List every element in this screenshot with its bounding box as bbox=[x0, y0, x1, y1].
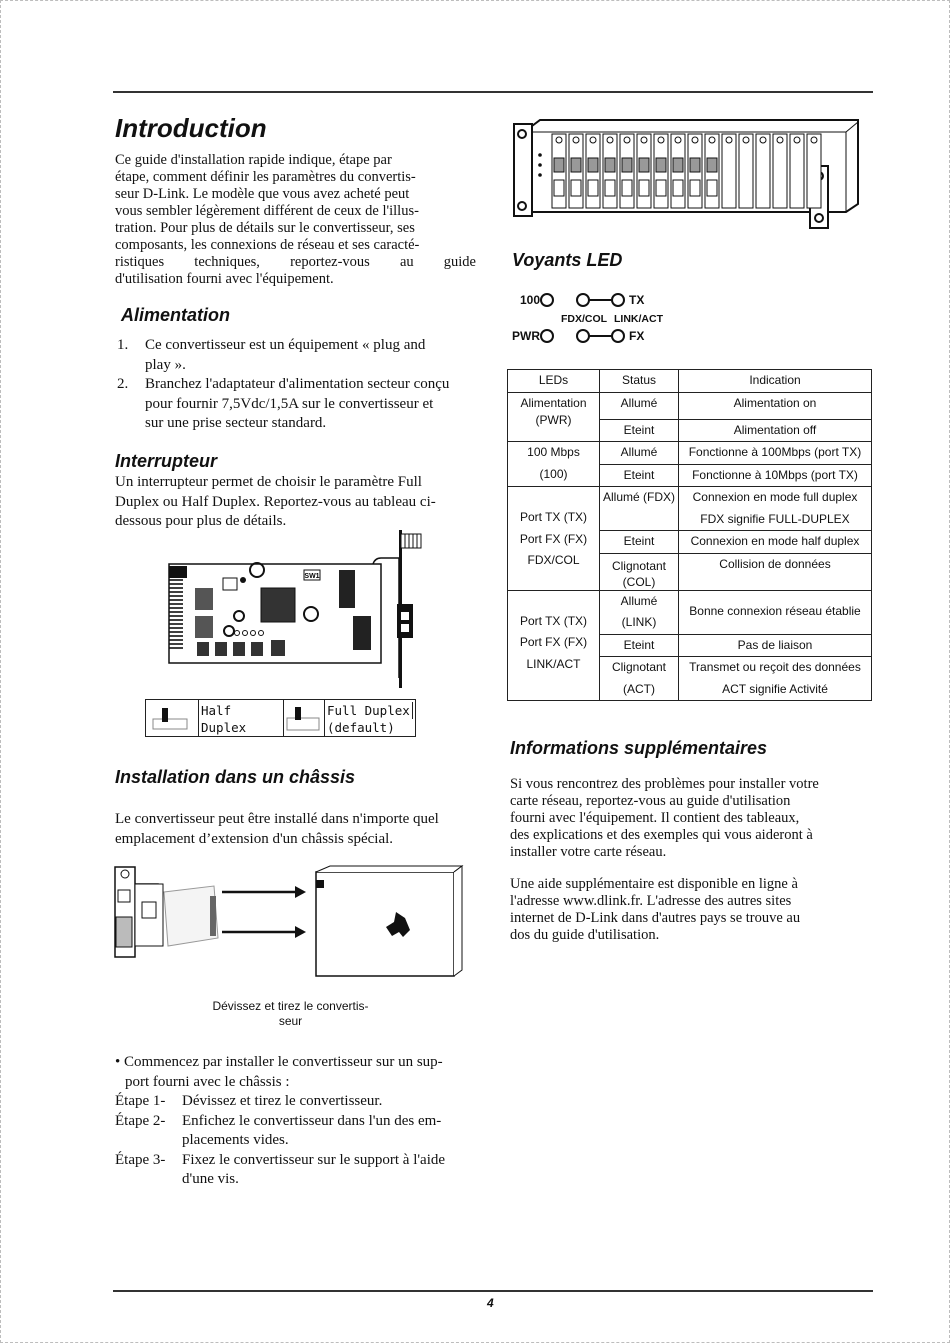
bottom-rule bbox=[113, 1290, 873, 1292]
slot-port bbox=[588, 180, 598, 196]
text-line: installer votre carte réseau. bbox=[510, 844, 667, 860]
rack-slot bbox=[739, 134, 753, 208]
half-duplex-label: Half Duplex bbox=[199, 700, 284, 736]
default-text: (default) bbox=[327, 720, 395, 735]
table-row bbox=[508, 392, 872, 419]
top-rule bbox=[113, 91, 873, 93]
led-fdxcol-tx-icon bbox=[577, 294, 589, 306]
chassis-install-illustration bbox=[110, 862, 470, 992]
text-line: tration. Pour plus de détails sur le convertisseur, ses bbox=[115, 220, 415, 236]
indication-cell bbox=[679, 531, 872, 554]
led-label-fx: FX bbox=[629, 329, 645, 343]
text-line: Port TX (TX) bbox=[519, 510, 588, 524]
text-line: LINK/ACT bbox=[526, 656, 581, 671]
insert-arrow bbox=[222, 892, 295, 932]
rack-hole bbox=[815, 214, 823, 222]
card-bracket bbox=[135, 884, 163, 946]
slot-port bbox=[622, 158, 632, 172]
text-line: Si vous rencontrez des problèmes pour installer votre bbox=[510, 776, 819, 792]
text-line: seur bbox=[278, 1014, 303, 1028]
text-line: pour fournir 7,5Vdc/1,5A sur le convertisseur et bbox=[145, 395, 434, 412]
rack-slot bbox=[773, 134, 787, 208]
text-line: Port TX (TX) bbox=[519, 613, 588, 628]
infos-paragraph-2 bbox=[510, 876, 872, 944]
slot-screw bbox=[692, 137, 698, 143]
switch-up-icon bbox=[284, 700, 324, 736]
slot-port bbox=[690, 158, 700, 172]
chip bbox=[215, 642, 227, 656]
text-line: Port FX (FX) bbox=[519, 531, 588, 546]
slot-port bbox=[656, 158, 666, 172]
text-line: placements vides. bbox=[182, 1132, 289, 1148]
arrow-head bbox=[295, 926, 306, 938]
sc-port-hole bbox=[401, 624, 409, 632]
status-cell bbox=[600, 487, 679, 531]
step-item bbox=[115, 1151, 475, 1190]
led-name-cell bbox=[508, 442, 600, 487]
intro-paragraph bbox=[115, 152, 476, 288]
status-cell bbox=[600, 657, 679, 701]
list-item bbox=[115, 375, 477, 434]
text-line: Connexion en mode half duplex bbox=[690, 534, 860, 548]
alimentation-title: Alimentation bbox=[121, 305, 231, 325]
slot-port bbox=[639, 158, 649, 172]
led-name-cell bbox=[508, 590, 600, 701]
chassis-paragraph bbox=[115, 810, 477, 849]
led-status-table bbox=[507, 369, 872, 701]
rack-chassis-illustration bbox=[510, 118, 866, 230]
rack-led bbox=[538, 173, 542, 177]
status-cell bbox=[600, 590, 679, 634]
slot-port bbox=[707, 180, 717, 196]
half-duplex-switch-cell bbox=[146, 700, 199, 736]
text-line: emplacement d’extension d'un châssis spécial. bbox=[115, 830, 394, 847]
sw1-label: SW1 bbox=[304, 573, 320, 580]
led-name-cell bbox=[508, 487, 600, 591]
led-label-tx: TX bbox=[629, 293, 645, 307]
text-line: (LINK) bbox=[621, 615, 657, 629]
led bbox=[240, 577, 246, 583]
slot-port bbox=[554, 180, 564, 196]
rack-slot bbox=[807, 134, 821, 208]
slot-port bbox=[622, 180, 632, 196]
text-line: 100 Mbps bbox=[527, 445, 580, 459]
chip bbox=[233, 642, 245, 656]
text-line: Enfichez le convertisseur dans l'un des em- bbox=[182, 1112, 442, 1129]
thumbscrew bbox=[401, 534, 421, 548]
chassis-box bbox=[316, 872, 454, 976]
chassis-title: Installation dans un châssis bbox=[115, 767, 356, 787]
full-duplex-switch-cell bbox=[284, 700, 325, 736]
led-label-100: 100 bbox=[520, 293, 541, 307]
status-cell: Eteint bbox=[600, 419, 679, 442]
text-line: Pas de liaison bbox=[737, 637, 813, 652]
text-line: Le convertisseur peut être installé dans n'importe quel bbox=[115, 811, 439, 827]
chip bbox=[251, 642, 263, 656]
bullet-line: • Commencez par installer le convertisseur sur un sup- bbox=[115, 1054, 443, 1070]
led-label-linkact: LINK/ACT bbox=[614, 313, 663, 325]
table-row bbox=[508, 442, 872, 465]
chassis-side bbox=[454, 866, 462, 976]
text-line: Duplex ou Half Duplex. Reportez-vous au tableau ci- bbox=[115, 493, 436, 510]
status-cell bbox=[600, 634, 679, 657]
status-cell bbox=[600, 531, 679, 554]
table-row bbox=[508, 590, 872, 634]
slot-screw bbox=[675, 137, 681, 143]
slot-screw bbox=[641, 137, 647, 143]
text-line: des explications et des exemples qui vous aideront à bbox=[510, 827, 813, 843]
led-linkact-tx-icon bbox=[612, 294, 624, 306]
status-cell: Eteint bbox=[600, 464, 679, 487]
led-label-fdxcol: FDX/COL bbox=[561, 313, 608, 325]
slot-screw bbox=[607, 137, 613, 143]
switch-down-icon bbox=[146, 700, 198, 736]
text-line: Allumé (FDX) bbox=[602, 490, 675, 504]
duplex-switch-table bbox=[145, 699, 416, 737]
install-steps bbox=[115, 1053, 475, 1190]
text-line: dos du guide d'utilisation. bbox=[510, 927, 660, 943]
slot-port bbox=[690, 180, 700, 196]
chip bbox=[195, 616, 213, 638]
main-ic bbox=[261, 588, 295, 622]
text-line: (ACT) bbox=[623, 681, 655, 696]
step-item bbox=[115, 1092, 475, 1112]
text-line: ristiques techniques, reportez-vous au guide bbox=[115, 254, 476, 270]
slot-screw bbox=[709, 137, 715, 143]
led-diagram bbox=[510, 288, 680, 350]
slot-screw bbox=[760, 137, 766, 143]
text-line: dessous pour plus de détails. bbox=[115, 513, 287, 529]
slot-port bbox=[673, 180, 683, 196]
header-cell: Status bbox=[600, 370, 679, 393]
header-cell: LEDs bbox=[508, 370, 600, 393]
text-line: Ce convertisseur est un équipement « plug and bbox=[145, 337, 426, 353]
text-line: composants, les connexions de réseau et ses caracté- bbox=[115, 237, 420, 253]
text-line: l'adresse www.dlink.fr. L'adresse des autres sites bbox=[510, 893, 792, 909]
chassis-hole bbox=[316, 880, 324, 888]
slot-port bbox=[707, 158, 717, 172]
list-item bbox=[115, 336, 477, 375]
text-line: FDX/COL bbox=[527, 553, 580, 567]
text-line: (PWR) bbox=[535, 412, 572, 427]
slot-screw bbox=[743, 137, 749, 143]
status-cell bbox=[600, 553, 679, 590]
slot-screw bbox=[573, 137, 579, 143]
text-line: Connexion en mode full duplex bbox=[692, 490, 858, 504]
text-line: Branchez l'adaptateur d'alimentation secteur conçu bbox=[145, 376, 450, 392]
interrupteur-paragraph bbox=[115, 473, 477, 532]
slot-port bbox=[673, 158, 683, 172]
interrupteur-title: Interrupteur bbox=[115, 451, 218, 471]
slot-screw bbox=[658, 137, 664, 143]
slot-screw bbox=[590, 137, 596, 143]
indication-cell bbox=[679, 487, 872, 531]
board-corner-chip bbox=[169, 566, 187, 578]
rack-led bbox=[538, 153, 542, 157]
text-line: internet de D-Link dans d'autres pays se trouve au bbox=[510, 910, 801, 926]
slot-port bbox=[588, 158, 598, 172]
text-line: Ce guide d'installation rapide indique, étape par bbox=[115, 152, 392, 168]
sc-port bbox=[116, 917, 132, 947]
text-line: (COL) bbox=[622, 574, 656, 589]
status-cell: Allumé bbox=[600, 442, 679, 465]
connector-block bbox=[339, 570, 355, 608]
text-line: d'utilisation fourni avec l'équipement. bbox=[115, 271, 334, 287]
rack-slot bbox=[722, 134, 736, 208]
step-item bbox=[115, 1112, 475, 1151]
text-line: d'une vis. bbox=[182, 1171, 239, 1187]
list-number: 2. bbox=[117, 376, 129, 392]
slot-screw bbox=[777, 137, 783, 143]
indication-cell bbox=[679, 590, 872, 634]
converter-board-illustration bbox=[165, 528, 435, 690]
text-line: play ». bbox=[145, 356, 186, 373]
slot-screw bbox=[794, 137, 800, 143]
text-line: Une aide supplémentaire est disponible en ligne à bbox=[510, 876, 798, 892]
slot-port bbox=[571, 180, 581, 196]
text-line: Eteint bbox=[623, 534, 655, 548]
status-cell: Allumé bbox=[600, 392, 679, 419]
table-row bbox=[508, 487, 872, 531]
slot-screw bbox=[811, 137, 817, 143]
chassis-top bbox=[316, 866, 462, 872]
chip bbox=[197, 642, 209, 656]
voyants-title: Voyants LED bbox=[512, 250, 623, 270]
infos-title: Informations supplémentaires bbox=[510, 738, 768, 758]
text-line: Dévissez et tirez le convertis- bbox=[212, 999, 369, 1013]
slot-port bbox=[554, 158, 564, 172]
text-line: carte réseau, reportez-vous au guide d'utilisation bbox=[510, 793, 791, 809]
slot-port bbox=[571, 158, 581, 172]
rack-hole bbox=[518, 202, 526, 210]
step-label: Étape 1- bbox=[115, 1093, 166, 1109]
infos-paragraph-1 bbox=[510, 776, 872, 861]
arrow-head bbox=[295, 886, 306, 898]
text-line: Transmet ou reçoit des données bbox=[689, 660, 861, 674]
text-line: seur D-Link. Le modèle que vous avez acheté peut bbox=[115, 186, 410, 202]
rack-slot bbox=[790, 134, 804, 208]
text-line: sur une prise secteur standard. bbox=[145, 415, 327, 431]
slot-port bbox=[605, 158, 615, 172]
slot-port bbox=[639, 180, 649, 196]
card-edge bbox=[210, 896, 216, 936]
connector-block bbox=[353, 616, 371, 650]
list-number: 1. bbox=[117, 337, 129, 353]
led-linkact-fx-icon bbox=[612, 330, 624, 342]
slot-screw bbox=[624, 137, 630, 143]
indication-cell: Alimentation on bbox=[679, 392, 872, 419]
rack-slot bbox=[756, 134, 770, 208]
text-line: Un interrupteur permet de choisir le paramètre Full bbox=[115, 474, 422, 490]
text-line: vous sembler légèrement différent de ceux de l'illus- bbox=[115, 203, 419, 219]
indication-cell bbox=[679, 553, 872, 590]
text-line: FDX signifie FULL-DUPLEX bbox=[700, 511, 850, 526]
led-100-icon bbox=[541, 294, 553, 306]
sc-port-hole bbox=[401, 612, 409, 620]
text-line: ACT signifie Activité bbox=[722, 681, 828, 696]
text-line: étape, comment définir les paramètres du convertis- bbox=[115, 169, 416, 185]
led-pwr-icon bbox=[541, 330, 553, 342]
card-body bbox=[164, 886, 218, 946]
chip bbox=[195, 588, 213, 610]
text-line: Eteint bbox=[623, 637, 655, 652]
full-duplex-text: Full Duplex bbox=[327, 702, 413, 719]
chip bbox=[271, 640, 285, 656]
text-line: Port FX (FX) bbox=[519, 635, 588, 649]
text-line: Fixez le convertisseur sur le support à l'aide bbox=[182, 1151, 446, 1168]
chassis-caption bbox=[203, 999, 378, 1029]
slot-screw bbox=[726, 137, 732, 143]
led-name-cell bbox=[508, 392, 600, 442]
indication-cell: Alimentation off bbox=[679, 419, 872, 442]
page-number: 4 bbox=[487, 1296, 494, 1310]
text-line: Allumé bbox=[620, 593, 658, 608]
text-line: Clignotant bbox=[611, 660, 667, 674]
indication-cell: Fonctionne à 100Mbps (port TX) bbox=[679, 442, 872, 465]
indication-cell: Fonctionne à 10Mbps (port TX) bbox=[679, 464, 872, 487]
text-line: Clignotant bbox=[611, 558, 667, 573]
text-line: fourni avec l'équipement. Il contient des tableaux, bbox=[510, 810, 800, 826]
slot-screw bbox=[556, 137, 562, 143]
alimentation-list bbox=[115, 336, 477, 434]
step-label: Étape 2- bbox=[115, 1112, 166, 1129]
bullet-line: port fourni avec le châssis : bbox=[125, 1073, 290, 1090]
step-label: Étape 3- bbox=[115, 1151, 166, 1168]
text-line: Dévissez et tirez le convertisseur. bbox=[182, 1093, 383, 1109]
intro-title: Introduction bbox=[115, 113, 267, 143]
text-line: Bonne connexion réseau établie bbox=[689, 604, 861, 619]
slot-port bbox=[656, 180, 666, 196]
led-fdxcol-fx-icon bbox=[577, 330, 589, 342]
full-duplex-label bbox=[325, 700, 415, 736]
header-cell: Indication bbox=[679, 370, 872, 393]
text-line: Alimentation bbox=[520, 395, 587, 410]
led-label-pwr: PWR bbox=[512, 329, 540, 343]
table-header-row bbox=[508, 370, 872, 393]
sc-port bbox=[397, 604, 413, 638]
indication-cell bbox=[679, 657, 872, 701]
text-line: Collision de données bbox=[719, 556, 831, 571]
indication-cell bbox=[679, 634, 872, 657]
text-line: (100) bbox=[539, 466, 568, 481]
slot-port bbox=[605, 180, 615, 196]
rack-hole bbox=[518, 130, 526, 138]
rack-led bbox=[538, 163, 542, 167]
